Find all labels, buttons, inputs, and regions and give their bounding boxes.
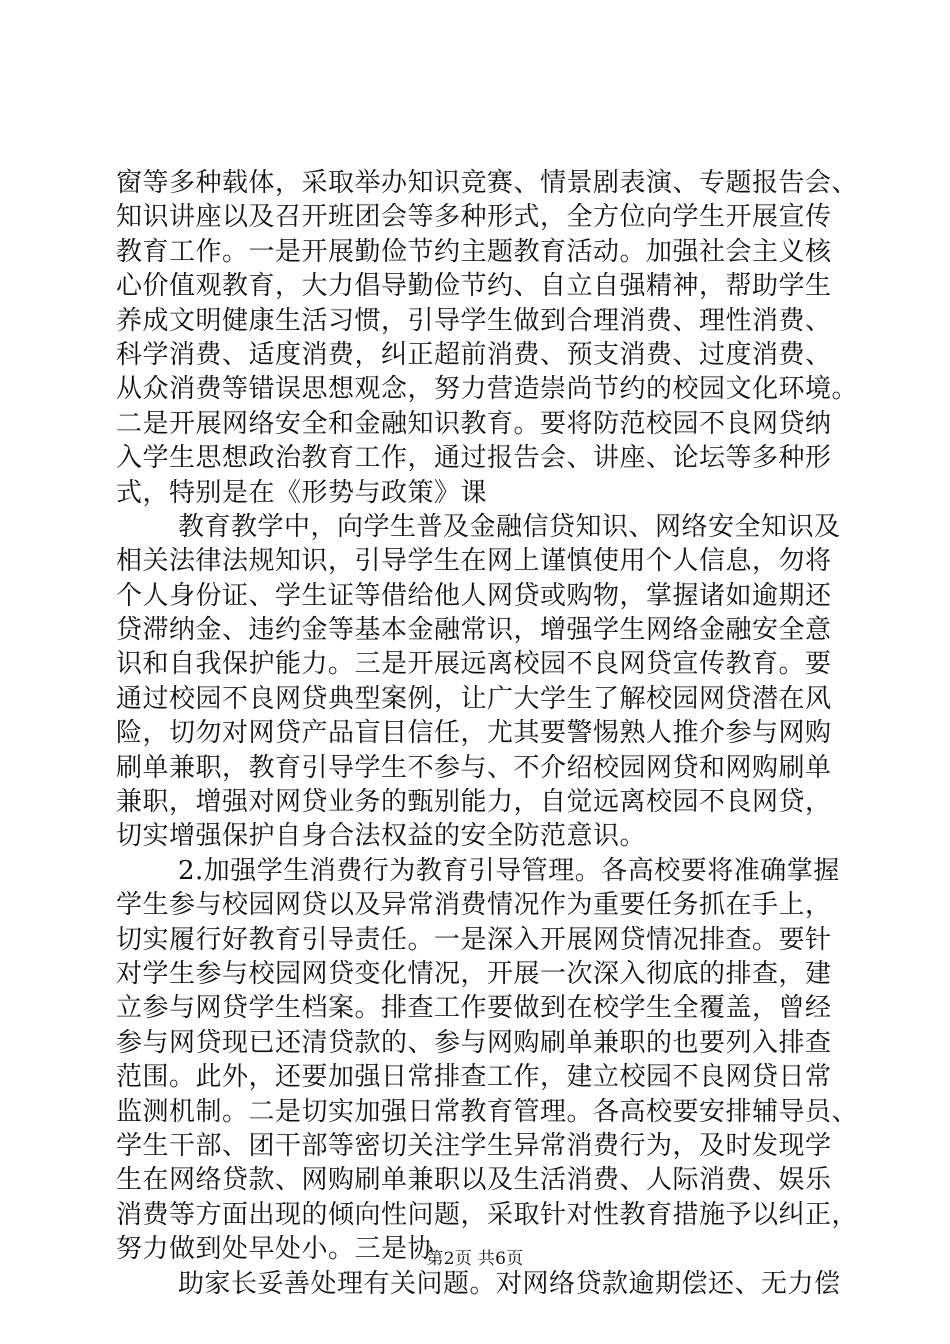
text-line: 学生参与校园网贷以及异常消费情况作为重要任务抓在手上，: [116, 890, 832, 921]
text-line: 知识讲座以及召开班团会等多种形式，全方位向学生开展宣传: [116, 202, 832, 233]
body-text: [116, 166, 859, 1301]
text-line: 生在网络贷款、网购刷单兼职以及生活消费、人际消费、娱乐: [116, 1165, 832, 1196]
text-line: 教育工作。一是开展勤俭节约主题教育活动。加强社会主义核: [116, 236, 832, 267]
text-line-paragraph-start: 助家长妥善处理有关问题。对网络贷款逾期偿还、无力偿: [178, 1268, 841, 1299]
text-line: 兼职，增强对网贷业务的甄别能力，自觉远离校园不良网贷，: [116, 787, 832, 818]
text-line: 从众消费等错误思想观念，努力营造崇尚节约的校园文化环境。: [116, 374, 859, 405]
text-line: 学生干部、团干部等密切关注学生异常消费行为，及时发现学: [116, 1130, 832, 1161]
text-line: 范围。此外，还要加强日常排查工作，建立校园不良网贷日常: [116, 1062, 832, 1093]
text-line: 刷单兼职，教育引导学生不参与、不介绍校园网贷和网购刷单: [116, 752, 832, 783]
text-line-paragraph-start: 教育教学中，向学生普及金融信贷知识、网络安全知识及: [178, 511, 841, 542]
text-line: 贷滞纳金、违约金等基本金融常识，增强学生网络金融安全意: [116, 615, 832, 646]
text-line: 科学消费、适度消费，纠正超前消费、预支消费、过度消费、: [116, 339, 832, 370]
text-line: 险，切勿对网贷产品盲目信任，尤其要警惕熟人推介参与网购: [116, 718, 832, 749]
text-line: 个人身份证、学生证等借给他人网贷或购物，掌握诸如逾期还: [116, 580, 832, 611]
text-line: 式，特别是在《形势与政策》课: [116, 477, 488, 508]
text-line: 参与网贷现已还清贷款的、参与网购刷单兼职的也要列入排查: [116, 1027, 832, 1058]
text-line: 立参与网贷学生档案。排查工作要做到在校学生全覆盖，曾经: [116, 993, 832, 1024]
text-line: 消费等方面出现的倾向性问题，采取针对性教育措施予以纠正，: [116, 1199, 859, 1230]
text-line: 对学生参与校园网贷变化情况，开展一次深入彻底的排查，建: [116, 958, 832, 989]
text-line: 努力做到处早处小。三是协: [116, 1234, 435, 1265]
text-line: 相关法律法规知识，引导学生在网上谨慎使用个人信息，勿将: [116, 546, 832, 577]
text-line: 二是开展网络安全和金融知识教育。要将防范校园不良网贷纳: [116, 408, 832, 439]
text-line: 入学生思想政治教育工作，通过报告会、讲座、论坛等多种形: [116, 443, 832, 474]
text-line: 监测机制。二是切实加强日常教育管理。各高校要安排辅导员、: [116, 1096, 859, 1127]
text-line: 窗等多种载体，采取举办知识竞赛、情景剧表演、专题报告会、: [116, 168, 859, 198]
page-number-footer: 第2页 共6页: [426, 1249, 524, 1269]
text-line: 切实履行好教育引导责任。一是深入开展网贷情况排查。要针: [116, 924, 832, 955]
text-line-paragraph-start: 2.加强学生消费行为教育引导管理。各高校要将准确掌握: [178, 855, 840, 886]
text-line: 通过校园不良网贷典型案例，让广大学生了解校园网贷潜在风: [116, 683, 832, 714]
text-line: 养成文明健康生活习惯，引导学生做到合理消费、理性消费、: [116, 305, 832, 336]
text-line: 识和自我保护能力。三是开展远离校园不良网贷宣传教育。要: [116, 649, 832, 680]
text-line: 心价值观教育，大力倡导勤俭节约、自立自强精神，帮助学生: [116, 271, 832, 302]
text-line: 切实增强保护自身合法权益的安全防范意识。: [116, 821, 647, 852]
